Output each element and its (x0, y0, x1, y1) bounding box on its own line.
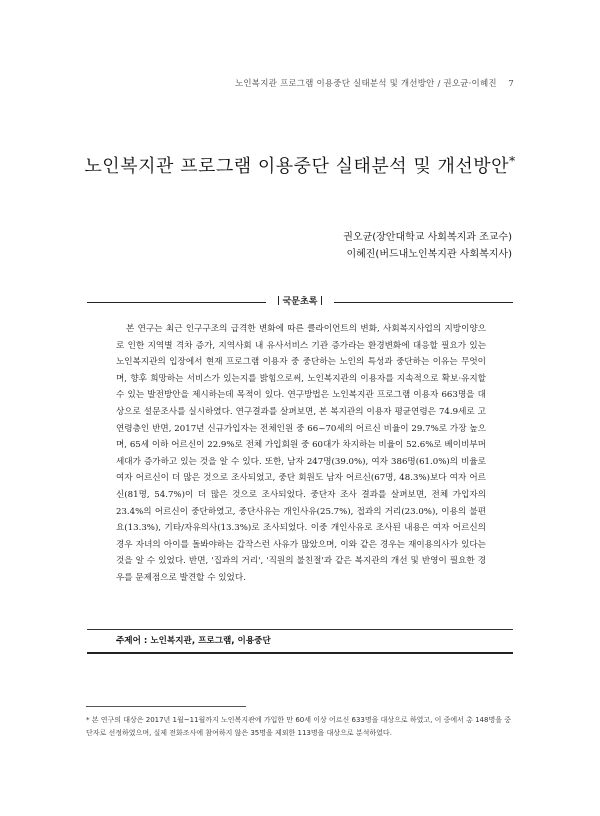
author-2: 이혜진(버드내노인복지관 사회복지사) (346, 249, 512, 260)
footnote: * 본 연구의 대상은 2017년 1월~11월까지 노인복지관에 가입한 만 60세 이상 어르신 633명을 대상으로 하였고, 이 중에서 총 148명을 중단자로 선정하였으며, 실제 전화조사에 참여하지 않은 35명을 제외한 113명을 대상으로 분석하였다. (86, 716, 511, 737)
abstract-label (266, 296, 334, 308)
title-footnote-mark: * (509, 154, 516, 168)
keywords-rule-top (87, 629, 513, 630)
paper-title-text: 노인복지관 프로그램 이용중단 실태분석 및 개선방안 (84, 156, 510, 177)
paper-title (0, 152, 600, 178)
abstract-body: 본 연구는 최근 인구구조의 급격한 변화에 따른 클라이언트의 변화, 사회복지사업의 지방이양으로 인한 지역별 격차 증가, 지역사회 내 유사서비스 기관 증가라는 환경변화에 대응할 필요가 있는 노인복지관의 입장에서 현재 프로그램 이용자 중 중단하는 노인의 특성과 중단하는 이유는 무엇이며, 향후 희망하는 서비스가 있는지를 밝힘으로써, 노인복지관의 이용자를 지속적으로 확보·유지할 수 있는 발전방안을 제시하는데 목적이 있다. 연구방법은 노인복지관 프로그램 이용자 663명을 대상으로 설문조사를 실시하였다. 연구결과를 살펴보면, 본 복지관의 이용자 평균연령은 74.9세로 고연령층인 반면, 2017년 신규가입자는 전체인원 중 66~70세의 어르신 비율이 29.7%로 가장 높으며, 65세 이하 어르신이 22.9%로 전체 가입회원 중 60대가 차지하는 비율이 52.6%로 베이비부머 세대가 증가하고 있는 것을 알 수 있다. 또한, 남자 247명(39.0%), 여자 386명(61.0%)의 비율로 여자 어르신이 더 많은 것으로 조사되었고, 중단 회원도 남자 어르신(67명, 48.3%)보다 여자 어르신(81명, 54.7%)이 더 많은 것으로 조사되었다. 중단자 조사 결과를 살펴보면, 전체 가입자의 23.4%의 어르신이 중단하였고, 중단사유는 개인사유(25.7%), 접과의 거리(23.0%), 이용의 불편요(13.3%), 기타/자유의사(13.3%)로 조사되었다. 이중 개인사유로 조사된 내용은 여자 어르신의 경우 자녀의 아이를 돌봐야하는 갑작스런 사유가 많았으며, 이와 같은 경우는 재이용의사가 있다는 것을 알 수 있었다. 반면, '집과의 거리', '직원의 불친절'과 같은 복지관의 개선 및 반영이 필요한 경우를 문제점으로 발견할 수 있었다. (116, 324, 486, 583)
keywords-rule-bottom (87, 652, 513, 654)
page-number: 7 (508, 79, 514, 89)
author-1: 권오균(장안대학교 사회복지과 조교수) (343, 232, 512, 243)
keywords: 주제어 : 노인복지관, 프로그램, 이용중단 (116, 636, 271, 646)
label-tick-left (278, 296, 279, 305)
label-tick-right (321, 296, 322, 305)
authors (343, 229, 512, 263)
running-header (235, 77, 514, 89)
footnote-rule (86, 706, 246, 707)
running-title: 노인복지관 프로그램 이용중단 실태분석 및 개선방안 / 권오균·이혜진 (234, 79, 497, 89)
abstract-label-text: 국문초록 (282, 297, 318, 307)
